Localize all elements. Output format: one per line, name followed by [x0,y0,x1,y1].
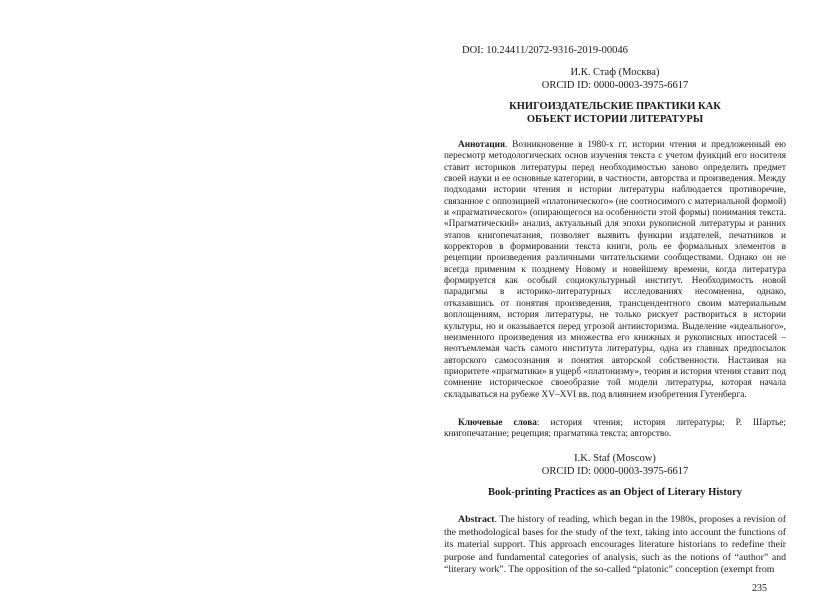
abstract-text-ru: . Возникновение в 1980-х гг. истории чтения и предложенный ею пересмотр методологических основ изучения текста с учетом функций его носителя ставит историков литературы перед необходимостью заново определить предмет своей науки и ее основные категории, в частности, авторства и произведения. Между подходами истории чтения и истории литературы наблюдается противоречие, связанное с оппозицией «платонического» (не соотносимого с материальной формой) и «прагматического» (опирающегося на особенности этой формы) понимания текста. «Прагматический» анализ, актуальный для эпохи рукописной литературы и ранних этапов книгопечатания, позволяет выявить функции издателей, печатников и корректоров в формировании текста книги, роль ее формальных элементов в рецепции произведения различными читательскими сообществами. Однако он не всегда применим к позднему Новому и новейшему времени, когда литература формируется как особый социокультурный институт. Необходимость новой парадигмы в историко-литературных исследованиях несомненна, однако, отказавшись от понятия произведения, трансцендентного своим материальным воплощениям, история литературы, не только рискует раствориться в истории культуры, но и оказывается перед угрозой антиисторизма. Выделение «идеального», неизменного произведения из множества его книжных и рукописных ипостасей – неотъемлемая часть самого института литературы, одна из главных предпосылок авторского самосознания и понятия авторской собственности. Настаивая на приоритете «прагматики» в ущерб «платонизму», теория и история чтения ставит под сомнение историческое своеобразие той модели литературы, которая начала складываться на рубеже XV–XVI вв. под влиянием изобретения Гутенберга. [444,140,786,400]
orcid-ru: ORCID ID: 0000-0003-3975-6617 [541,80,689,91]
doi: DOI: 10.24411/2072-9316-2019-00046 [462,45,628,56]
keywords-ru [444,418,786,441]
abstract-text-en: . The history of reading, which began in the 1980s, proposes a revision of the methodological bases for the study of the text, taking into account the functions of its material support. This approach encourages literature historians to redefine their purpose and fundamental categories of analysis, such as the notions of “author” and “literary work”. The opposition of the so-called “platonic” conception (exempt from [444,514,786,575]
page-number: 235 [752,583,767,594]
author-block-ru [444,66,786,92]
orcid-en: ORCID ID: 0000-0003-3975-6617 [541,466,689,477]
keywords-text-ru: : история чтения; история литературы; Р. Шартье; книгопечатание; рецепция; прагматика текста; авторство. [444,418,786,440]
article-title-en: Book-printing Practices as an Object of Literary History [488,487,742,498]
abstract-ru [444,140,786,401]
abstract-en [444,514,786,580]
abstract-label-en: Abstract [458,514,495,525]
title-ru-line1: КНИГОИЗДАТЕЛЬСКИЕ ПРАКТИКИ КАК [509,101,721,112]
keywords-label-ru: Ключевые слова [458,418,537,428]
author-name-ru: И.К. Стаф (Москва) [570,67,660,78]
article-title-ru [444,100,786,126]
author-name-en: I.K. Staf (Moscow) [574,453,656,464]
author-block-en [444,452,786,478]
abstract-label-ru: Аннотация [458,140,506,150]
title-ru-line2: ОБЪЕКТ ИСТОРИИ ЛИТЕРАТУРЫ [526,114,704,125]
